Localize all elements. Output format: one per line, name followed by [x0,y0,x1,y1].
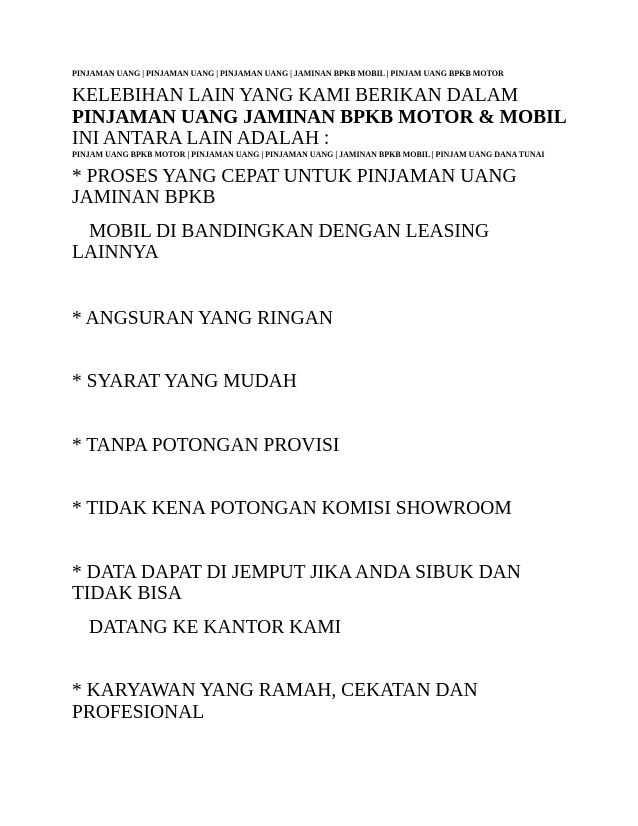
item-karyawan [72,680,572,723]
item-jemput-line-1: * DATA DAPAT DI JEMPUT JIKA ANDA SIBUK DAN [72,561,521,583]
intro-line-1: KELEBIHAN LAIN YANG KAMI BERIKAN DALAM [72,85,519,106]
intro-block [72,85,572,150]
item-proses-line-2: JAMINAN BPKB [72,187,216,208]
item-komisi: * TIDAK KENA POTONGAN KOMISI SHOWROOM [72,498,512,519]
intro-line-3: INI ANTARA LAIN ADALAH : [72,128,330,149]
item-angsuran: * ANGSURAN YANG RINGAN [72,307,333,329]
sub-tags: PINJAM UANG BPKB MOTOR | PINJAMAN UANG | PINJAMAN UANG | JAMINAN BPKB MOBIL | PINJAM UANG DANA TUNAI [72,149,545,159]
item-proses-line-1: * PROSES YANG CEPAT UNTUK PINJAMAN UANG [72,165,517,187]
item-jemput-line-3: DATANG KE KANTOR KAMI [89,616,342,638]
item-proses [72,166,572,264]
item-jemput [72,562,572,639]
item-proses-line-3: MOBIL DI BANDINGKAN DENGAN LEASING [89,220,490,242]
item-syarat: * SYARAT YANG MUDAH [72,371,297,392]
document-page [72,66,572,723]
item-jemput-line-2: TIDAK BISA [72,583,182,604]
item-karyawan-line-2: PROFESIONAL [72,701,205,723]
header-tags: PINJAMAN UANG | PINJAMAN UANG | PINJAMAN UANG | JAMINAN BPKB MOBIL | PINJAM UANG BPKB MOTOR [72,69,504,78]
item-karyawan-line-1: * KARYAWAN YANG RAMAH, CEKATAN DAN [72,680,478,701]
intro-line-2-bold: PINJAMAN UANG JAMINAN BPKB MOTOR & MOBIL [72,106,567,128]
item-provisi: * TANPA POTONGAN PROVISI [72,434,340,456]
item-proses-line-4: LAINNYA [72,242,159,263]
